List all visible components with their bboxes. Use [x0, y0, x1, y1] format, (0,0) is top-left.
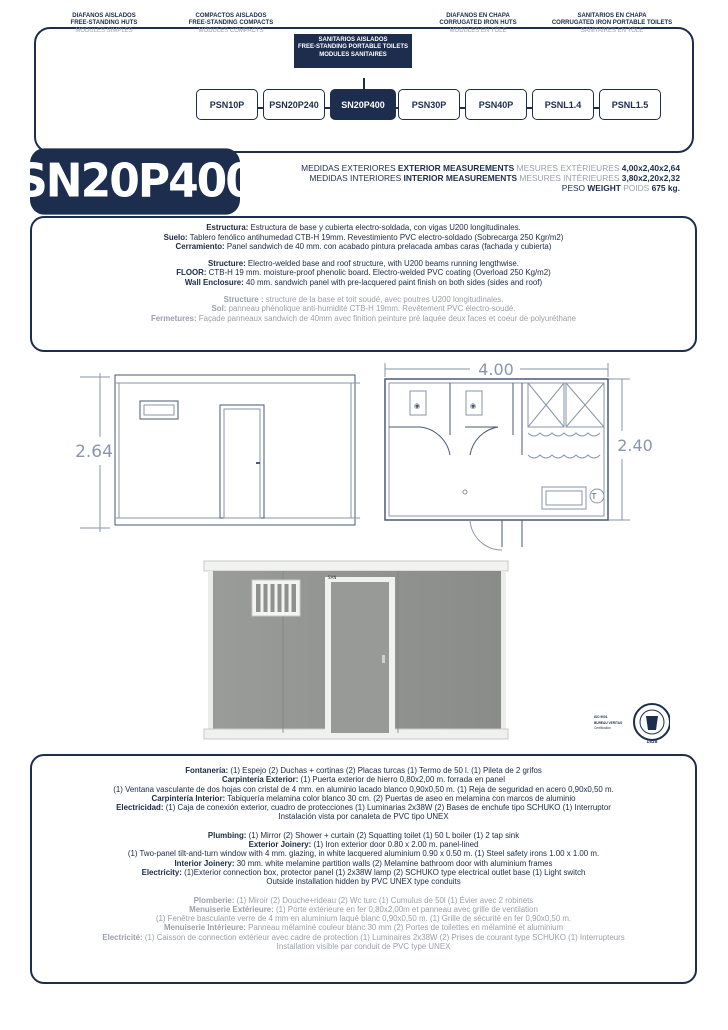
- equip-line: (1) Two-panel tilt-and-turn window with 4 mm. glazing, in white lacquered aluminium 0.90 x 0.50 m. (1) Steel safety irons 1.00 x 1.00 m.: [127, 849, 600, 859]
- category-label-en: FREE-STANDING COMPACTS: [188, 20, 274, 27]
- interior-measurements: [301, 173, 680, 183]
- category-label-fr: MODULES EN TÔLE: [449, 27, 507, 34]
- category-label-en: FREE-STANDING PORTABLE TOILETS: [297, 44, 408, 51]
- label-en: EXTERIOR MEASUREMENTS: [397, 163, 517, 173]
- category-label-es: SANITARIOS EN CHAPA: [577, 13, 647, 19]
- model-sn20p400-button[interactable]: SN20P400: [330, 89, 396, 120]
- category-label-es: SANITARIOS AISLADOS: [318, 37, 388, 43]
- equip-line: Installation visible par conduit de PVC type UNEX: [276, 942, 451, 952]
- category-label-en: CORRUGATED IRON PORTABLE TOILETS: [551, 20, 673, 27]
- category-label-fr: SANITAIRES EN TÔLE: [580, 27, 644, 34]
- equip-line: Fontanería: (1) Espejo (2) Duchas + cortinas (2) Placas turcas (1) Termo de 50 l. (1) Pileta de 2 grifos: [185, 766, 542, 775]
- spec-line: Structure : structure de la base et toit soudé, avec poutres U200 longitudinales.: [223, 294, 504, 304]
- width-dimension: 2.40: [617, 436, 653, 455]
- cert-seal-year: 1828: [646, 739, 658, 744]
- equip-line: Electricidad: (1) Caja de conexión exterior, cuadro de protecciones (1) Luminarias 2x38W (2) Bases de enchufe tipo SCHUKO (1) Interruptor: [116, 803, 611, 813]
- label-fr: MESURES EXTÉRIEURES: [516, 163, 622, 173]
- label-fr: POIDS: [623, 183, 652, 193]
- exterior-measurements: [301, 163, 680, 173]
- structure-spec: [30, 216, 697, 352]
- equipment-spec: [30, 754, 697, 984]
- iso-label: ISO 9001: [594, 715, 608, 719]
- category-free-standing-compacts[interactable]: [175, 13, 287, 35]
- bureau-veritas-logo: [588, 700, 670, 750]
- equip-line: Carpintería Exterior: (1) Puerta exterior de hierro 0,80x2,00 m. forrada en panel: [222, 775, 505, 785]
- category-label-fr: MODULES COMPACTS: [198, 27, 264, 34]
- label-fr: MESURES INTÉRIEURES: [519, 173, 622, 183]
- front-elevation-drawing: [70, 365, 370, 540]
- spec-line: FLOOR: CTB-H 19 mm. moisture-proof phenolic board. Electro-welded PVC coating (Overload 250 Kg/m2): [176, 268, 551, 278]
- weight-value: 675 kg.: [651, 183, 680, 193]
- interior-value: 3,80x2,20x2,32: [621, 173, 680, 183]
- category-label-es: DIAFANOS AISLADOS: [72, 13, 136, 19]
- door-sign: SAN: [328, 575, 337, 580]
- spec-es: [32, 223, 695, 252]
- product-photo: [198, 555, 516, 750]
- category-corrugated-iron-huts[interactable]: [422, 13, 534, 35]
- certification-badge: [588, 700, 670, 750]
- svg-text:T: T: [591, 492, 597, 501]
- category-label-fr: MODULES SIMPLES: [75, 27, 133, 34]
- svg-text:◉: ◉: [470, 402, 477, 410]
- equip-line: Carpintería Interior: Tabiquería melamina color blanco 30 cm. (2) Puertas de aseo en melamina con marcos de aluminio: [151, 793, 576, 803]
- measurements: [301, 163, 680, 193]
- equip-line: Interior Joinery: 30 mm. white melamine partition walls (2) Melamine bathroom door with aluminium frames: [174, 858, 553, 868]
- model-psn10p-button[interactable]: PSN10P: [196, 89, 258, 120]
- equip-line: Instalación vista por canaleta de PVC tipo UNEX: [278, 812, 449, 822]
- category-corrugated-iron-toilets[interactable]: [542, 13, 682, 35]
- equip-line: (1) Ventana vasculante de dos hojas con cristal de 4 mm. en aluminio lacado blanco 0,90x0,50 m. (1) Reja de seguridad en acero 0,90x0,50 m.: [113, 784, 614, 794]
- equip-es: [32, 766, 695, 822]
- category-free-standing-huts[interactable]: [48, 13, 160, 35]
- model-psn20p240-button[interactable]: PSN20P240: [263, 89, 325, 120]
- label-en: INTERIOR MEASUREMENTS: [403, 173, 520, 183]
- equip-line: Plumbing: (1) Mirror (2) Shower + curtain (2) Squatting toilet (1) 50 L boiler (1) 2 tap sink: [207, 830, 520, 840]
- floor-plan-drawing: [370, 355, 670, 555]
- equip-line: Electricité: (1) Caisson de connection extérieur avec cadre de protection (1) Luminaires 2x38W (2) Prises de courant type SCHUKO (1) Interrupteurs: [102, 932, 625, 942]
- model-psnl15-button[interactable]: PSNL1.5: [599, 89, 661, 120]
- category-label-es: DIAFANOS EN CHAPA: [446, 13, 510, 19]
- label-es: MEDIDAS EXTERIORES: [301, 163, 398, 173]
- spec-line: Wall Enclosure: 40 mm. sandwich panel with pre-lacquered paint finish on both sides (sides and roof): [184, 277, 543, 287]
- spec-line: Cerramiento: Panel sandwich de 40 mm. con acabado pintura prelacada ambas caras (fachada y cubierta): [175, 242, 552, 252]
- spec-line: Estructura: Estructura de base y cubierta electro-soldada, con vigas U200 longitudinales.: [206, 223, 521, 232]
- spec-line: Sol: panneau phénolique anti-humidité CTB-H 19mm. Revêtement PVC électro-soudé.: [211, 304, 516, 314]
- length-dimension: 4.00: [478, 360, 514, 379]
- label-es: MEDIDAS INTERIORES: [309, 173, 404, 183]
- model-psn30p-button[interactable]: PSN30P: [398, 89, 460, 120]
- label-es: PESO: [561, 183, 588, 193]
- label-en: WEIGHT: [587, 183, 624, 193]
- spec-en: [32, 259, 695, 288]
- category-label-en: CORRUGATED IRON HUTS: [439, 20, 517, 27]
- category-label-fr: MODULES SANITAIRES: [319, 51, 387, 58]
- equip-line: Outside installation hidden by PVC UNEX type conduits: [266, 877, 461, 887]
- spec-line: Suelo: Tablero fenólico antihumedad CTB-H 19mm. Revestimiento PVC electro-soldado (Sobrecarga 250 Kgr/m2): [163, 232, 564, 242]
- equip-en: [32, 831, 695, 887]
- exterior-value: 4,00x2,40x2,64: [621, 163, 680, 173]
- equip-line: Menuiserie Intérieure: Panneau mélaminé couleur blanc 30 mm (2) Portes de toilettes en mélaminé et aluminium: [163, 923, 564, 933]
- equip-line: Electricity: (1)Exterior connection box, protector panel (1) 2x38W lamp (2) SCHUKO type electrical outlet base (1) Light switch: [141, 867, 586, 877]
- height-dimension: 2.64: [75, 442, 113, 462]
- equip-line: Exterior Joinery: (1) Iron exterior door 0.80 x 2.00 m. panel-lined: [248, 840, 479, 850]
- equip-line: Plomberie: (1) Miroir (2) Douche+rideau (2) Wc turc (1) Cumulus de 50l (1) Évier avec 2 robinets: [193, 895, 534, 905]
- equip-line: Menuiserie Extérieure: (1) Porte extérieure en fer 0,80x2,00m et panneau avec grille de ventilation: [189, 904, 538, 914]
- cert-body: BUREAU VERITAS: [594, 721, 623, 725]
- equip-line: (1) Fenêtre basculante verre de 4 mm en aluminium laqué blanc 0,90x0,50 m. (1) Grille de sécurité en fer 0,90x0,50 m.: [155, 914, 572, 924]
- spec-line: Fermetures: Façade panneaux sandwich de 40mm avec finition peinture pré laquée deux faces et coeur de polyuréthane: [150, 313, 577, 323]
- spec-line: Structure: Electro-welded base and roof structure, with U200 beams running lengthwise.: [208, 258, 519, 268]
- equip-fr: [32, 896, 695, 952]
- model-psnl14-button[interactable]: PSNL1.4: [532, 89, 594, 120]
- category-portable-toilets[interactable]: [294, 34, 412, 68]
- svg-text:◉: ◉: [414, 402, 421, 410]
- category-label-en: FREE-STANDING HUTS: [70, 20, 138, 27]
- weight: [301, 183, 680, 193]
- page-title: SN20P400: [30, 148, 240, 214]
- model-psn40p-button[interactable]: PSN40P: [465, 89, 527, 120]
- cert-sub: Certification: [594, 726, 611, 730]
- category-label-es: COMPACTOS AISLADOS: [195, 13, 267, 19]
- spec-fr: [32, 295, 695, 324]
